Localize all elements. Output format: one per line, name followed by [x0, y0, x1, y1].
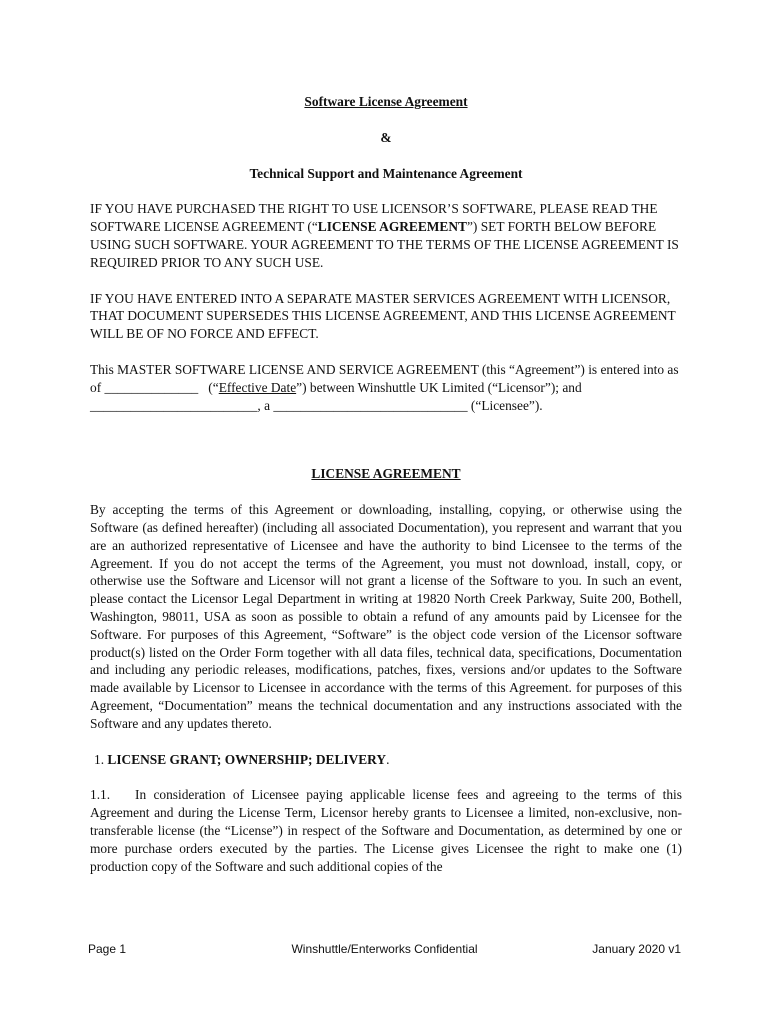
intro-part-5: (“Licensee”). [467, 397, 543, 413]
page-footer [88, 942, 681, 960]
licensee-entity-blank: _____________________________ [273, 397, 468, 413]
licensee-name-blank: _________________________ [90, 397, 258, 413]
footer-confidential: Winshuttle/Enterworks Confidential [291, 942, 478, 956]
intro-part-2: (“ [198, 379, 219, 395]
document-subtitle: Technical Support and Maintenance Agreement [249, 165, 523, 181]
purchase-notice-before: IF YOU HAVE PURCHASED THE RIGHT TO USE LICENSOR’S SOFTWARE, PLEASE READ THE SOFTWARE LICENSE AGREEMENT (“ [90, 201, 658, 235]
clause-1-1 [90, 786, 682, 875]
document-title: Software License Agreement [304, 94, 468, 109]
document-body [90, 93, 682, 875]
license-agreement-defined-term: LICENSE AGREEMENT [317, 219, 467, 235]
ampersand: & [380, 129, 392, 145]
master-services-notice: IF YOU HAVE ENTERED INTO A SEPARATE MASTER SERVICES AGREEMENT WITH LICENSOR, THAT DOCUMENT SUPERSEDES THIS LICENSE AGREEMENT, AND THIS LICENSE AGREEMENT WILL BE OF NO FORCE AND EFFECT. [90, 290, 676, 342]
footer-page-number: Page 1 [88, 942, 127, 956]
agreement-intro [90, 361, 682, 414]
clause-1-1-text: In consideration of Licensee paying applicable license fees and agreeing to the terms of this Agreement and during the License Term, Licensor hereby grants to Licensee a limited, non-exclusive, non-transferable license (the “License”) in respect of the Software and Documentation, as determined by one or more purchase orders executed by the parties. The License gives Licensee the right to make one (1) production copy of the Software and such additional copies of the [90, 787, 682, 874]
purchase-notice [90, 200, 682, 271]
effective-date-term: Effective Date [218, 379, 297, 395]
purchase-notice-after: ”) SET FORTH BELOW BEFORE USING SUCH SOFTWARE. YOUR AGREEMENT TO THE TERMS OF THE LICENSE AGREEMENT IS REQUIRED PRIOR TO ANY SUCH USE. [90, 219, 679, 270]
footer-version: January 2020 v1 [592, 942, 681, 956]
intro-part-4: , a [257, 397, 274, 413]
section-1-title: LICENSE GRANT; OWNERSHIP; DELIVERY [107, 751, 387, 767]
clause-1-1-number: 1.1. [90, 787, 111, 803]
intro-part-3: ”) between Winshuttle UK Limited (“Licensor”); and [296, 379, 582, 395]
license-agreement-heading: LICENSE AGREEMENT [311, 466, 461, 482]
section-1-number: 1. [94, 751, 108, 767]
section-1-heading [90, 751, 682, 769]
acceptance-paragraph: By accepting the terms of this Agreement or downloading, installing, copying, or otherwise using the Software (as defined hereafter) (including all associated Documentation), you represent and warrant that you are an authorized representative of Licensee and have the authority to bind Licensee to the terms of the Agreement. If you do not accept the terms of the Agreement, you must not download, install, copy, or otherwise use the Software and Licensor will not grant a license of the Software to you. In such an event, please contact the Licensor Legal Department in writing at 19820 North Creek Parkway, Suite 200, Bothell, Washington, 98011, USA as soon as possible to obtain a refund of any amounts paid by Licensee for the Software. For purposes of this Agreement, “Software” is the object code version of the Licensor software product(s) listed on the Order Form together with all data files, technical data, specifications, Documentation and including any periodic releases, modifications, patches, fixes, versions and/or updates to the Software made available by Licensor to Licensee in accordance with the terms of this Agreement. for purposes of this Agreement, “Documentation” means the technical documentation and any instructions associated with the Software and any updates thereto. [90, 502, 682, 731]
intro-part-1: This MASTER SOFTWARE LICENSE AND SERVICE AGREEMENT (this “Agreement”) is entered into as of [90, 361, 679, 395]
effective-date-blank: ______________ [104, 379, 199, 395]
section-1-period: . [386, 751, 390, 767]
